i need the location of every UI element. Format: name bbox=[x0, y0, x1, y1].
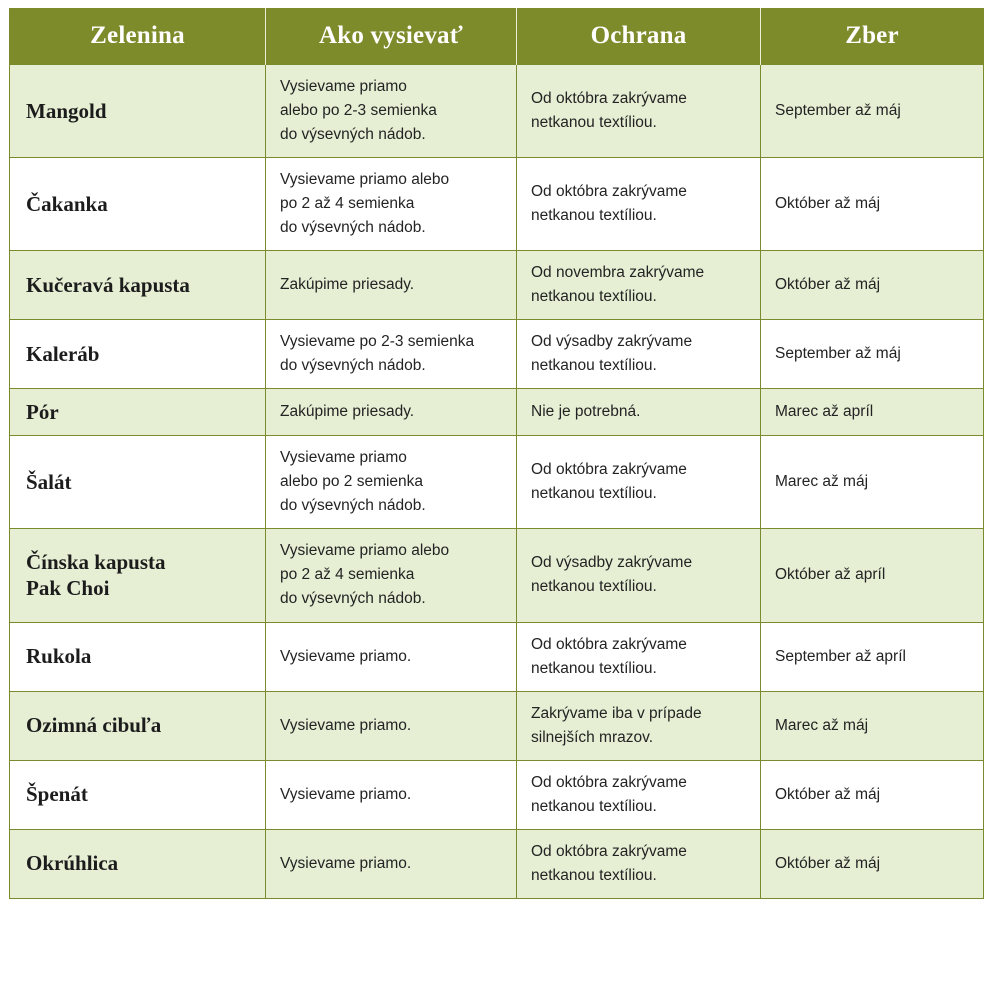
cell-vegetable-name bbox=[10, 760, 266, 829]
cell-line: Október až máj bbox=[775, 854, 881, 872]
cell-line: Zakúpime priesady. bbox=[280, 276, 415, 294]
cell-vegetable-name bbox=[10, 436, 266, 529]
table-row bbox=[10, 389, 984, 436]
cell-protection bbox=[517, 829, 761, 898]
cell-protection bbox=[517, 320, 761, 389]
cell-line: Vysievame priamo alebo bbox=[280, 171, 450, 189]
cell-line: silnejších mrazov. bbox=[531, 728, 654, 746]
cell-line: Marec až máj bbox=[775, 716, 869, 734]
cell-sowing bbox=[266, 320, 517, 389]
cell-line: Vysievame priamo alebo bbox=[280, 542, 450, 560]
cell-line: Zakúpime priesady. bbox=[280, 403, 415, 421]
cell-line: Čakanka bbox=[26, 191, 108, 216]
cell-line: Od októbra zakrývame bbox=[531, 842, 687, 860]
cell-protection bbox=[517, 691, 761, 760]
cell-harvest bbox=[761, 829, 984, 898]
cell-sowing bbox=[266, 691, 517, 760]
cell-harvest bbox=[761, 65, 984, 158]
cell-protection bbox=[517, 529, 761, 622]
cell-line: Kaleráb bbox=[26, 342, 100, 367]
cell-line: Október až apríl bbox=[775, 566, 886, 584]
cell-line: Od októbra zakrývame bbox=[531, 461, 687, 479]
cell-sowing bbox=[266, 158, 517, 251]
cell-vegetable-name bbox=[10, 320, 266, 389]
cell-line: Marec až máj bbox=[775, 473, 869, 491]
cell-line: Kučeravá kapusta bbox=[26, 272, 190, 297]
cell-protection bbox=[517, 65, 761, 158]
table-header bbox=[10, 9, 984, 65]
cell-line: netkanou textíliou. bbox=[531, 288, 657, 306]
cell-harvest bbox=[761, 760, 984, 829]
cell-line: Špenát bbox=[26, 782, 88, 807]
cell-protection bbox=[517, 251, 761, 320]
cell-line: Vysievame priamo. bbox=[280, 647, 412, 665]
cell-harvest bbox=[761, 251, 984, 320]
cell-line: Od novembra zakrývame bbox=[531, 264, 705, 282]
cell-vegetable-name bbox=[10, 158, 266, 251]
vegetable-sowing-table bbox=[9, 8, 984, 899]
table-row bbox=[10, 622, 984, 691]
cell-harvest bbox=[761, 622, 984, 691]
cell-line: do výsevných nádob. bbox=[280, 590, 426, 608]
cell-line: alebo po 2 semienka bbox=[280, 473, 424, 491]
cell-line: Mangold bbox=[26, 98, 107, 123]
cell-line: netkanou textíliou. bbox=[531, 659, 657, 677]
cell-line: Nie je potrebná. bbox=[531, 403, 641, 421]
cell-sowing bbox=[266, 251, 517, 320]
cell-line: Zakrývame iba v prípade bbox=[531, 704, 702, 722]
table-row bbox=[10, 320, 984, 389]
cell-protection bbox=[517, 436, 761, 529]
cell-line: Pór bbox=[26, 400, 59, 425]
cell-line: Od výsadby zakrývame bbox=[531, 554, 693, 572]
column-header-sowing: Ako vysievať bbox=[266, 9, 517, 65]
cell-vegetable-name bbox=[10, 622, 266, 691]
cell-line: Rukola bbox=[26, 644, 92, 669]
cell-line: Marec až apríl bbox=[775, 403, 874, 421]
cell-line: Od októbra zakrývame bbox=[531, 183, 687, 201]
cell-line: Od októbra zakrývame bbox=[531, 635, 687, 653]
cell-sowing bbox=[266, 622, 517, 691]
cell-vegetable-name bbox=[10, 65, 266, 158]
table-row bbox=[10, 158, 984, 251]
cell-sowing bbox=[266, 389, 517, 436]
cell-line: September až máj bbox=[775, 102, 901, 120]
cell-harvest bbox=[761, 320, 984, 389]
cell-line: Čínska kapusta bbox=[26, 550, 166, 575]
table-row bbox=[10, 529, 984, 622]
cell-harvest bbox=[761, 691, 984, 760]
table-header-row bbox=[10, 9, 984, 65]
cell-line: po 2 až 4 semienka bbox=[280, 566, 415, 584]
table-row bbox=[10, 65, 984, 158]
cell-line: do výsevných nádob. bbox=[280, 497, 426, 515]
cell-line: September až apríl bbox=[775, 647, 906, 665]
cell-vegetable-name bbox=[10, 251, 266, 320]
cell-line: netkanou textíliou. bbox=[531, 357, 657, 375]
cell-line: Vysievame priamo. bbox=[280, 854, 412, 872]
cell-vegetable-name bbox=[10, 829, 266, 898]
cell-line: Vysievame priamo bbox=[280, 449, 407, 467]
cell-line: Október až máj bbox=[775, 785, 881, 803]
cell-sowing bbox=[266, 436, 517, 529]
cell-vegetable-name bbox=[10, 691, 266, 760]
cell-vegetable-name bbox=[10, 389, 266, 436]
cell-line: netkanou textíliou. bbox=[531, 797, 657, 815]
cell-line: do výsevných nádob. bbox=[280, 357, 426, 375]
cell-line: Ozimná cibuľa bbox=[26, 713, 162, 738]
cell-line: Od výsadby zakrývame bbox=[531, 333, 693, 351]
column-header-protection: Ochrana bbox=[517, 9, 761, 65]
cell-harvest bbox=[761, 389, 984, 436]
cell-line: netkanou textíliou. bbox=[531, 114, 657, 132]
cell-protection bbox=[517, 760, 761, 829]
cell-line: netkanou textíliou. bbox=[531, 578, 657, 596]
cell-line: Vysievame po 2-3 semienka bbox=[280, 333, 475, 351]
column-header-vegetable: Zelenina bbox=[10, 9, 266, 65]
cell-line: Október až máj bbox=[775, 276, 881, 294]
cell-sowing bbox=[266, 760, 517, 829]
cell-line: Pak Choi bbox=[26, 576, 110, 601]
table-body bbox=[10, 65, 984, 899]
cell-line: Vysievame priamo. bbox=[280, 785, 412, 803]
column-header-harvest: Zber bbox=[761, 9, 984, 65]
cell-line: Od októbra zakrývame bbox=[531, 773, 687, 791]
cell-line: do výsevných nádob. bbox=[280, 219, 426, 237]
cell-protection bbox=[517, 389, 761, 436]
table-row bbox=[10, 829, 984, 898]
cell-sowing bbox=[266, 65, 517, 158]
table-row bbox=[10, 251, 984, 320]
cell-line: po 2 až 4 semienka bbox=[280, 195, 415, 213]
cell-harvest bbox=[761, 158, 984, 251]
cell-line: Október až máj bbox=[775, 195, 881, 213]
cell-line: netkanou textíliou. bbox=[531, 866, 657, 884]
table-row bbox=[10, 760, 984, 829]
cell-line: alebo po 2-3 semienka bbox=[280, 102, 437, 120]
cell-harvest bbox=[761, 529, 984, 622]
cell-line: September až máj bbox=[775, 345, 901, 363]
cell-protection bbox=[517, 158, 761, 251]
table-row bbox=[10, 691, 984, 760]
cell-line: Vysievame priamo. bbox=[280, 716, 412, 734]
cell-line: Od októbra zakrývame bbox=[531, 90, 687, 107]
cell-line: Okrúhlica bbox=[26, 851, 119, 876]
table-row bbox=[10, 436, 984, 529]
cell-harvest bbox=[761, 436, 984, 529]
cell-protection bbox=[517, 622, 761, 691]
cell-sowing bbox=[266, 829, 517, 898]
cell-vegetable-name bbox=[10, 529, 266, 622]
cell-line: Vysievame priamo bbox=[280, 78, 407, 95]
cell-line: netkanou textíliou. bbox=[531, 485, 657, 503]
cell-line: netkanou textíliou. bbox=[531, 207, 657, 225]
cell-line: do výsevných nádob. bbox=[280, 126, 426, 144]
cell-line: Šalát bbox=[26, 470, 72, 495]
cell-sowing bbox=[266, 529, 517, 622]
